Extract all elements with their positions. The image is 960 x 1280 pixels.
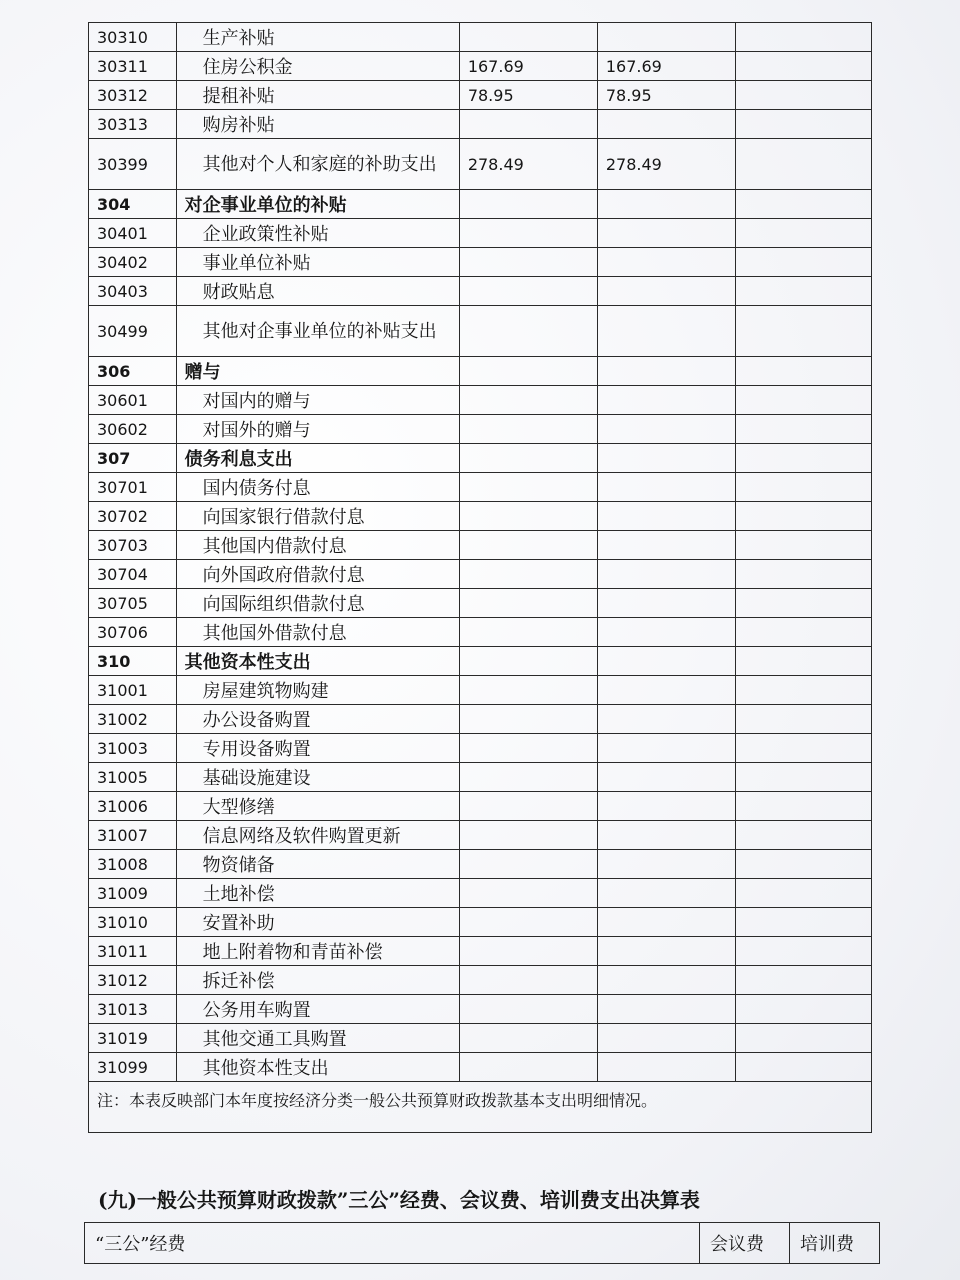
row-value-1 (459, 763, 597, 792)
row-name: 专用设备购置 (176, 734, 459, 763)
row-value-2 (597, 676, 735, 705)
row-value-3 (735, 850, 871, 879)
table-row (89, 277, 872, 306)
table-row (89, 618, 872, 647)
row-value-3 (735, 879, 871, 908)
three-public-header: “三公”经费 (85, 1223, 700, 1264)
table-row (89, 502, 872, 531)
note-row (89, 1082, 872, 1133)
row-value-2 (597, 110, 735, 139)
table-row (89, 23, 872, 52)
row-code: 30499 (89, 306, 177, 357)
row-value-1 (459, 618, 597, 647)
row-code: 30703 (89, 531, 177, 560)
row-value-1: 278.49 (459, 139, 597, 190)
row-value-3 (735, 763, 871, 792)
row-code: 30602 (89, 415, 177, 444)
table-row (89, 850, 872, 879)
row-value-2 (597, 589, 735, 618)
row-name: 地上附着物和青苗补偿 (176, 937, 459, 966)
row-name: 其他资本性支出 (176, 647, 459, 676)
row-value-3 (735, 589, 871, 618)
row-code: 30701 (89, 473, 177, 502)
row-value-1 (459, 821, 597, 850)
row-value-2 (597, 306, 735, 357)
table-row (89, 139, 872, 190)
row-value-1 (459, 357, 597, 386)
table-row (89, 966, 872, 995)
table-row (89, 531, 872, 560)
row-value-1 (459, 879, 597, 908)
row-code: 31003 (89, 734, 177, 763)
row-code: 30702 (89, 502, 177, 531)
row-value-2 (597, 415, 735, 444)
row-value-2 (597, 763, 735, 792)
row-value-2 (597, 357, 735, 386)
row-value-1 (459, 705, 597, 734)
table-row (89, 908, 872, 937)
row-value-3 (735, 560, 871, 589)
table-row (89, 792, 872, 821)
table-row (89, 415, 872, 444)
row-value-2: 78.95 (597, 81, 735, 110)
row-value-3 (735, 502, 871, 531)
table-row (89, 52, 872, 81)
row-value-2 (597, 937, 735, 966)
row-value-1 (459, 995, 597, 1024)
row-name: 对企事业单位的补贴 (176, 190, 459, 219)
row-value-3 (735, 277, 871, 306)
row-value-3 (735, 306, 871, 357)
row-code: 30601 (89, 386, 177, 415)
row-value-1 (459, 190, 597, 219)
row-value-3 (735, 792, 871, 821)
category-row (89, 357, 872, 386)
row-value-3 (735, 219, 871, 248)
row-name: 财政贴息 (176, 277, 459, 306)
row-value-1 (459, 850, 597, 879)
row-code: 31019 (89, 1024, 177, 1053)
row-code: 31011 (89, 937, 177, 966)
row-code: 30403 (89, 277, 177, 306)
table-row (89, 821, 872, 850)
row-name: 向国家银行借款付息 (176, 502, 459, 531)
row-code: 307 (89, 444, 177, 473)
row-name: 大型修缮 (176, 792, 459, 821)
training-fee-header: 培训费 (790, 1223, 880, 1264)
row-value-2 (597, 1024, 735, 1053)
row-value-1 (459, 386, 597, 415)
row-value-3 (735, 248, 871, 277)
row-value-2 (597, 966, 735, 995)
category-row (89, 444, 872, 473)
table-row (89, 763, 872, 792)
row-code: 31001 (89, 676, 177, 705)
row-code: 31008 (89, 850, 177, 879)
row-value-3 (735, 676, 871, 705)
row-value-3 (735, 1053, 871, 1082)
row-code: 30401 (89, 219, 177, 248)
row-value-2 (597, 473, 735, 502)
row-name: 物资储备 (176, 850, 459, 879)
row-code: 30313 (89, 110, 177, 139)
row-value-2 (597, 277, 735, 306)
row-name: 对国外的赠与 (176, 415, 459, 444)
row-name: 其他交通工具购置 (176, 1024, 459, 1053)
row-value-1 (459, 1024, 597, 1053)
row-value-2: 167.69 (597, 52, 735, 81)
row-value-3 (735, 357, 871, 386)
row-value-1 (459, 306, 597, 357)
row-name: 债务利息支出 (176, 444, 459, 473)
expenditure-detail-table (88, 22, 872, 1133)
row-value-2 (597, 190, 735, 219)
row-value-2 (597, 705, 735, 734)
row-code: 31009 (89, 879, 177, 908)
row-value-3 (735, 110, 871, 139)
row-value-1 (459, 502, 597, 531)
row-name: 其他国外借款付息 (176, 618, 459, 647)
row-code: 306 (89, 357, 177, 386)
row-value-2 (597, 502, 735, 531)
row-code: 30399 (89, 139, 177, 190)
row-value-3 (735, 81, 871, 110)
row-value-3 (735, 52, 871, 81)
row-code: 30705 (89, 589, 177, 618)
row-value-3 (735, 415, 871, 444)
row-name: 生产补贴 (176, 23, 459, 52)
row-value-3 (735, 386, 871, 415)
row-value-2: 278.49 (597, 139, 735, 190)
row-name: 企业政策性补贴 (176, 219, 459, 248)
row-name: 其他对企事业单位的补贴支出 (176, 306, 459, 357)
table-row (89, 879, 872, 908)
row-value-2 (597, 995, 735, 1024)
table-row (89, 81, 872, 110)
row-value-2 (597, 219, 735, 248)
row-value-1 (459, 966, 597, 995)
row-code: 31010 (89, 908, 177, 937)
row-value-2 (597, 908, 735, 937)
row-name: 房屋建筑物购建 (176, 676, 459, 705)
row-value-3 (735, 908, 871, 937)
row-value-2 (597, 879, 735, 908)
row-value-1 (459, 734, 597, 763)
table-row (89, 386, 872, 415)
row-name: 向外国政府借款付息 (176, 560, 459, 589)
row-code: 30311 (89, 52, 177, 81)
row-value-3 (735, 139, 871, 190)
table-row (89, 1024, 872, 1053)
table-row (89, 560, 872, 589)
row-value-1 (459, 589, 597, 618)
row-value-3 (735, 444, 871, 473)
row-value-1 (459, 110, 597, 139)
row-value-2 (597, 248, 735, 277)
row-name: 办公设备购置 (176, 705, 459, 734)
row-code: 30312 (89, 81, 177, 110)
row-value-3 (735, 705, 871, 734)
row-value-1 (459, 531, 597, 560)
row-value-2 (597, 792, 735, 821)
row-value-1 (459, 277, 597, 306)
row-name: 其他资本性支出 (176, 1053, 459, 1082)
row-code: 31005 (89, 763, 177, 792)
row-value-1 (459, 676, 597, 705)
row-name: 事业单位补贴 (176, 248, 459, 277)
row-value-2 (597, 618, 735, 647)
header-row (85, 1223, 880, 1264)
row-value-1 (459, 647, 597, 676)
row-name: 赠与 (176, 357, 459, 386)
row-name: 其他国内借款付息 (176, 531, 459, 560)
row-name: 对国内的赠与 (176, 386, 459, 415)
table-row (89, 589, 872, 618)
row-value-1 (459, 23, 597, 52)
row-name: 土地补偿 (176, 879, 459, 908)
row-value-3 (735, 190, 871, 219)
row-value-2 (597, 444, 735, 473)
row-value-3 (735, 821, 871, 850)
row-value-1 (459, 473, 597, 502)
row-code: 31013 (89, 995, 177, 1024)
row-value-2 (597, 1053, 735, 1082)
meeting-fee-header: 会议费 (700, 1223, 790, 1264)
table-body (89, 23, 872, 1133)
row-value-1 (459, 908, 597, 937)
row-value-3 (735, 995, 871, 1024)
table-row (89, 676, 872, 705)
row-code: 31002 (89, 705, 177, 734)
row-name: 住房公积金 (176, 52, 459, 81)
table-row (89, 219, 872, 248)
row-name: 提租补贴 (176, 81, 459, 110)
row-value-2 (597, 850, 735, 879)
row-value-3 (735, 734, 871, 763)
table-row (89, 473, 872, 502)
row-code: 30402 (89, 248, 177, 277)
row-value-3 (735, 618, 871, 647)
section-title: (九)一般公共预算财政拨款”三公”经费、会议费、培训费支出决算表 (98, 1188, 700, 1212)
row-value-1 (459, 248, 597, 277)
table-row (89, 306, 872, 357)
row-value-3 (735, 647, 871, 676)
row-value-2 (597, 23, 735, 52)
row-code: 31007 (89, 821, 177, 850)
row-value-2 (597, 647, 735, 676)
row-value-2 (597, 821, 735, 850)
table-row (89, 110, 872, 139)
row-value-2 (597, 531, 735, 560)
row-value-3 (735, 966, 871, 995)
category-row (89, 647, 872, 676)
row-value-2 (597, 560, 735, 589)
row-value-1 (459, 560, 597, 589)
table-row (89, 995, 872, 1024)
row-name: 拆迁补偿 (176, 966, 459, 995)
row-value-1 (459, 219, 597, 248)
table-note: 注：本表反映部门本年度按经济分类一般公共预算财政拨款基本支出明细情况。 (89, 1082, 872, 1133)
row-code: 310 (89, 647, 177, 676)
row-name: 购房补贴 (176, 110, 459, 139)
row-value-2 (597, 734, 735, 763)
category-row (89, 190, 872, 219)
row-value-3 (735, 937, 871, 966)
three-public-expense-table (84, 1222, 880, 1264)
row-code: 30704 (89, 560, 177, 589)
row-name: 公务用车购置 (176, 995, 459, 1024)
row-code: 31012 (89, 966, 177, 995)
row-code: 31006 (89, 792, 177, 821)
row-value-1 (459, 792, 597, 821)
row-value-1 (459, 1053, 597, 1082)
row-code: 30706 (89, 618, 177, 647)
row-name: 向国际组织借款付息 (176, 589, 459, 618)
row-code: 31099 (89, 1053, 177, 1082)
table-row (89, 1053, 872, 1082)
row-value-2 (597, 386, 735, 415)
row-code: 304 (89, 190, 177, 219)
table-row (89, 705, 872, 734)
row-name: 基础设施建设 (176, 763, 459, 792)
row-value-1: 78.95 (459, 81, 597, 110)
row-name: 安置补助 (176, 908, 459, 937)
row-value-3 (735, 531, 871, 560)
row-value-3 (735, 23, 871, 52)
row-value-3 (735, 473, 871, 502)
row-value-1 (459, 937, 597, 966)
row-name: 信息网络及软件购置更新 (176, 821, 459, 850)
row-value-3 (735, 1024, 871, 1053)
row-name: 其他对个人和家庭的补助支出 (176, 139, 459, 190)
table-row (89, 937, 872, 966)
row-code: 30310 (89, 23, 177, 52)
row-value-1 (459, 444, 597, 473)
row-value-1: 167.69 (459, 52, 597, 81)
table-row (89, 248, 872, 277)
row-value-1 (459, 415, 597, 444)
row-name: 国内债务付息 (176, 473, 459, 502)
table-row (89, 734, 872, 763)
